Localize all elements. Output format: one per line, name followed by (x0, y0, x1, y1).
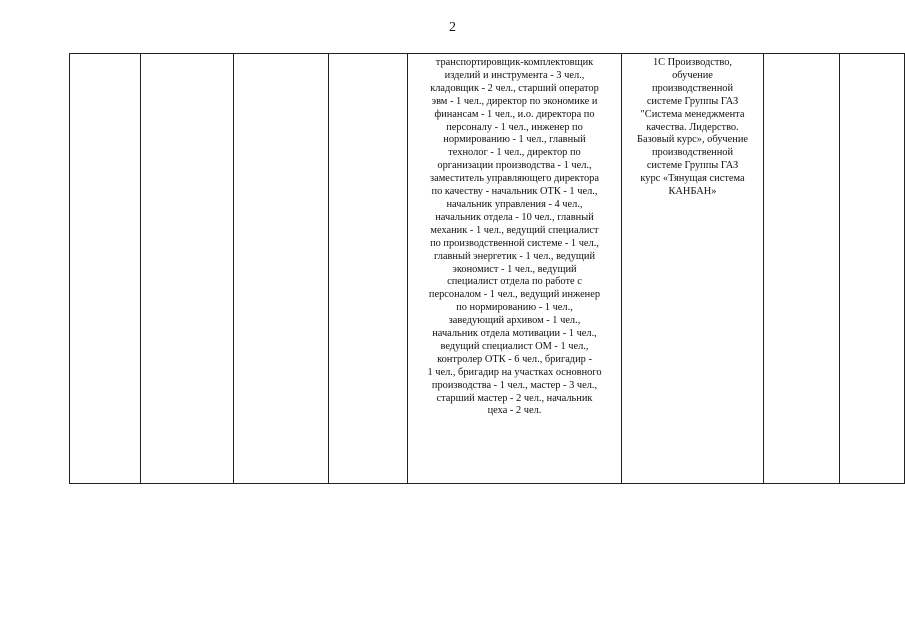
positions-text-line: технолог - 1 чел., директор по (448, 147, 581, 159)
document-table (69, 53, 905, 484)
training-text-line: качества. Лидерство. (646, 121, 739, 133)
table-cell-3 (234, 54, 329, 484)
training-cell (622, 54, 764, 484)
positions-text-line: цеха - 2 чел. (487, 405, 542, 417)
training-text-line: курс «Тянущая система (640, 173, 745, 185)
positions-text-line: организации производства - 1 чел., (437, 160, 592, 172)
positions-text-line: нормированию - 1 чел., главный (443, 134, 586, 146)
positions-text-line: кладовщик - 2 чел., старший оператор (430, 82, 599, 94)
positions-text-line: ведущий специалист ОМ - 1 чел., (440, 340, 589, 352)
training-text-line: системе Группы ГАЗ (646, 95, 739, 107)
table-cell-2 (141, 54, 234, 484)
positions-text-line: финансам - 1 чел., и.о. директора по (434, 108, 595, 120)
positions-text-line: персоналу - 1 чел., инженер по (446, 121, 583, 133)
table-row (70, 54, 905, 484)
positions-text-line: контролер ОТК - 6 чел., бригадир - (437, 353, 592, 365)
positions-text-line: начальник отдела - 10 чел., главный (435, 211, 594, 223)
positions-text-line: по качеству - начальник ОТК - 1 чел., (431, 186, 598, 198)
positions-text-line: заведующий архивом - 1 чел., (448, 315, 581, 327)
positions-text-line: эвм - 1 чел., директор по экономике и (431, 95, 598, 107)
table-cell-1 (70, 54, 141, 484)
training-text-line: "Система менеджмента (640, 108, 745, 120)
training-text-line: КАНБАН» (668, 186, 717, 198)
training-text-line: производственной (651, 82, 734, 94)
positions-text-line: главный энергетик - 1 чел., ведущий (433, 250, 596, 262)
positions-text-line: транспортировщик-комплектовщик (435, 57, 594, 68)
positions-text-line: механик - 1 чел., ведущий специалист (430, 224, 599, 236)
positions-text-line: по производственной системе - 1 чел., (430, 237, 599, 249)
positions-text-line: начальник управления - 4 чел., (446, 198, 583, 210)
table-cell-7 (764, 54, 840, 484)
training-text-line: обучение (672, 69, 713, 81)
training-text-line: 1С Производство, (652, 57, 733, 68)
training-text-line: системе Группы ГАЗ (646, 160, 739, 172)
positions-text-line: производства - 1 чел., мастер - 3 чел., (431, 379, 598, 391)
positions-text-line: старший мастер - 2 чел., начальник (436, 392, 593, 404)
page-number: 2 (449, 20, 456, 35)
positions-text-line: начальник отдела мотивации - 1 чел., (432, 328, 597, 340)
positions-text-line: 1 чел., бригадир на участках основного (427, 366, 602, 378)
positions-text-line: экономист - 1 чел., ведущий (452, 263, 577, 275)
table-cell-8 (840, 54, 905, 484)
positions-text-line: заместитель управляющего директора (430, 173, 599, 185)
positions-text-line: по нормированию - 1 чел., (456, 302, 573, 314)
training-text-line: производственной (651, 147, 734, 159)
positions-text-line: персоналом - 1 чел., ведущий инженер (428, 289, 601, 301)
positions-cell (408, 54, 622, 484)
training-text-line: Базовый курс», обучение (636, 134, 748, 146)
positions-text-line: изделий и инструмента - 3 чел., (444, 69, 585, 81)
positions-text-line: специалист отдела по работе с (447, 276, 582, 288)
table-cell-4 (329, 54, 408, 484)
